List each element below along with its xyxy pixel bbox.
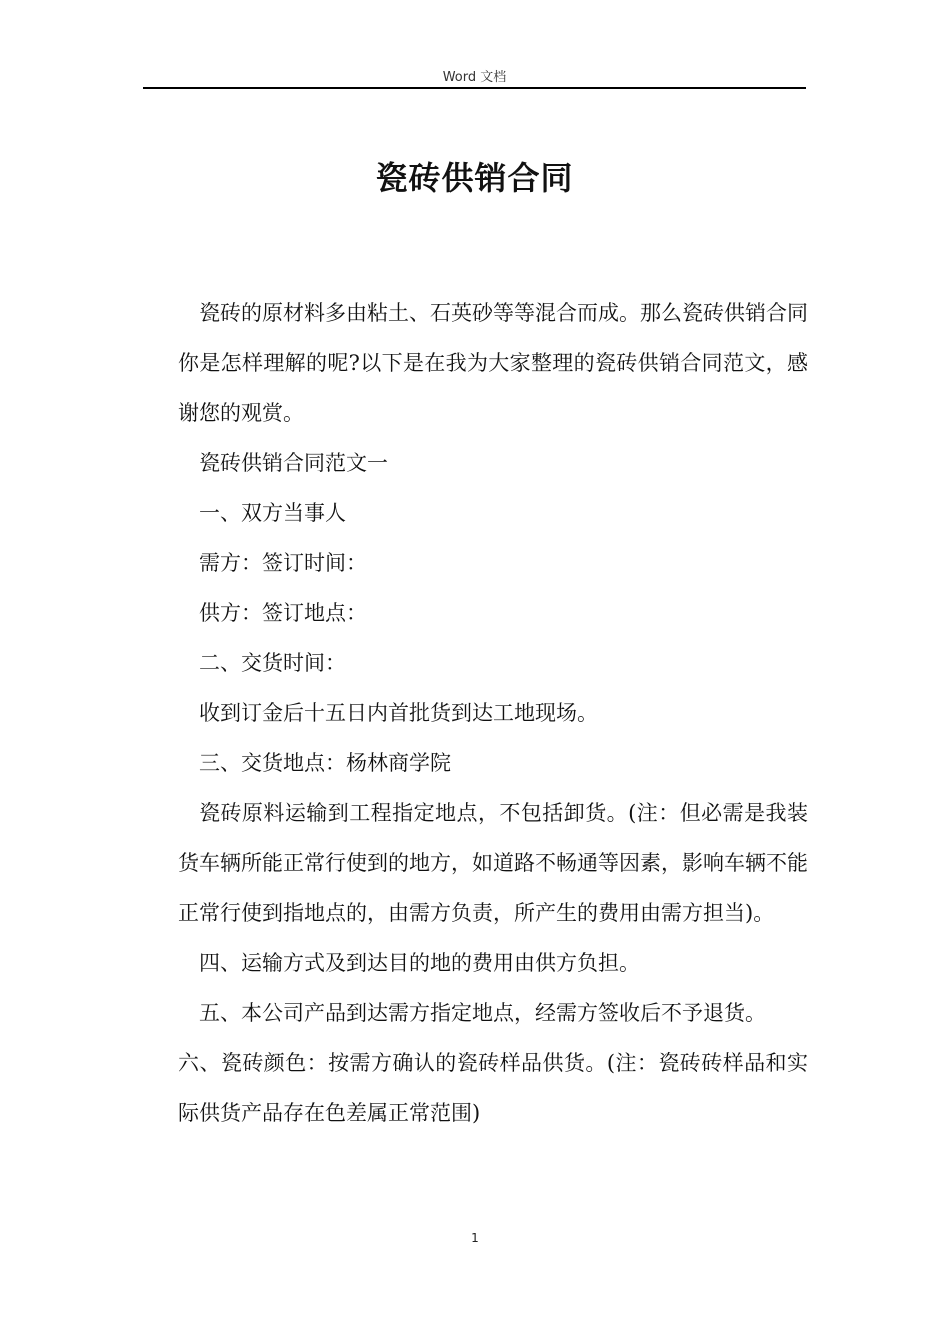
header-divider bbox=[143, 87, 806, 89]
page-header: Word 文档 bbox=[442, 70, 507, 85]
paragraph-section-1: 一、双方当事人 bbox=[199, 501, 346, 525]
document-title: 瓷砖供销合同 bbox=[375, 159, 574, 197]
document-body bbox=[178, 288, 808, 1138]
paragraph-transport-note: 瓷砖原料运输到工程指定地点，不包括卸货。(注：但必需是我装货车辆所能正常行使到的地方，如道路不畅通等因素，影响车辆不能正常行使到指地点的，由需方负责，所产生的费用由需方担当)。 bbox=[178, 801, 808, 925]
paragraph-section-3: 三、交货地点：杨林商学院 bbox=[199, 751, 451, 775]
paragraph-buyer: 需方：签订时间： bbox=[199, 551, 367, 575]
paragraph-supplier: 供方：签订地点： bbox=[199, 601, 367, 625]
paragraph-section-5: 五、本公司产品到达需方指定地点，经需方签收后不予退货。 bbox=[199, 1001, 766, 1025]
paragraph-section-2: 二、交货时间： bbox=[199, 651, 346, 675]
paragraph-section-6: 六、瓷砖颜色：按需方确认的瓷砖样品供货。(注：瓷砖砖样品和实际供货产品存在色差属正常范围) bbox=[178, 1051, 808, 1125]
paragraph-sample-heading: 瓷砖供销合同范文一 bbox=[199, 451, 388, 475]
paragraph-delivery-time: 收到订金后十五日内首批货到达工地现场。 bbox=[199, 701, 598, 725]
paragraph-intro: 瓷砖的原材料多由粘土、石英砂等等混合而成。那么瓷砖供销合同你是怎样理解的呢?以下是在我为大家整理的瓷砖供销合同范文，感谢您的观赏。 bbox=[178, 301, 808, 425]
page-number: 1 bbox=[471, 1231, 479, 1245]
paragraph-section-4: 四、运输方式及到达目的地的费用由供方负担。 bbox=[199, 951, 640, 975]
